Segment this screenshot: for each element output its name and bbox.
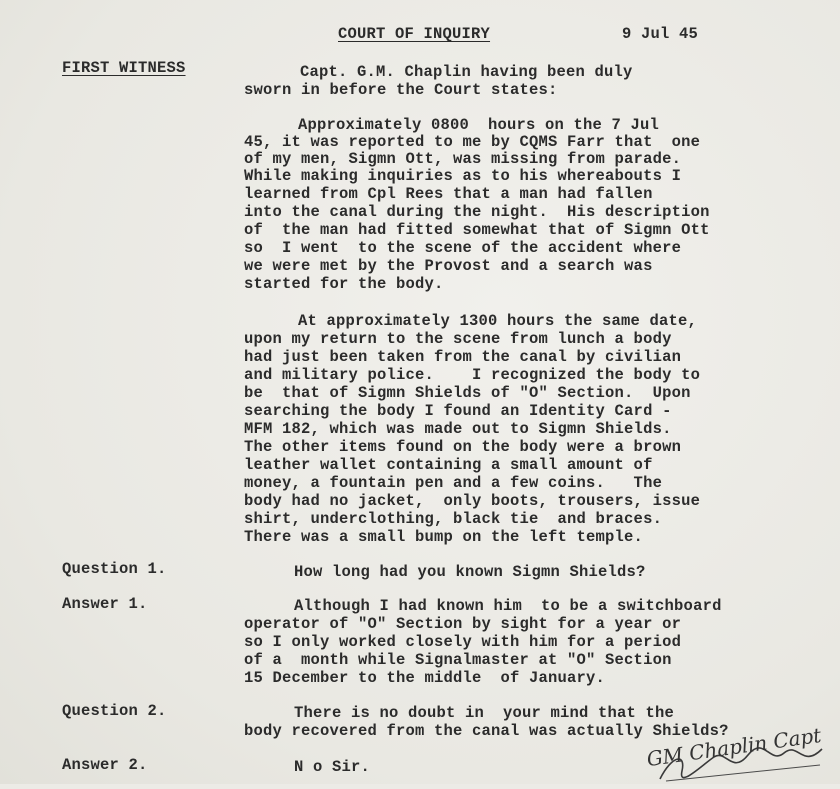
intro-line: sworn in before the Court states:	[244, 81, 558, 99]
para2-line: body had no jacket, only boots, trousers, issue	[244, 492, 701, 510]
signature	[645, 722, 832, 784]
para2-line: money, a fountain pen and a few coins. The	[244, 474, 663, 492]
question-label: Question 1.	[62, 560, 167, 578]
para2-line: and military police. I recognized the body to	[244, 366, 701, 384]
para1-line: of the man had fitted somewhat that of Sigmn Ott	[244, 221, 710, 239]
intro-line: Capt. G.M. Chaplin having been duly	[300, 63, 633, 81]
para2-line: leather wallet containing a small amount of	[244, 456, 653, 474]
para2-line: There was a small bump on the left temple.	[244, 528, 644, 546]
answer-text: of a month while Signalmaster at "O" Section	[244, 651, 672, 669]
para2-line: be that of Sigmn Shields of "O" Section. Upon	[244, 384, 691, 402]
para1-line: of my men, Sigmn Ott, was missing from parade.	[244, 150, 682, 168]
para2-line: upon my return to the scene from lunch a body	[244, 330, 672, 348]
para1-line: started for the body.	[244, 275, 444, 293]
answer-text: 15 December to the middle of January.	[244, 669, 606, 687]
para1-line: into the canal during the night. His description	[244, 203, 710, 221]
answer-text: so I only worked closely with him for a period	[244, 633, 682, 651]
document-title: COURT OF INQUIRY	[338, 25, 491, 43]
para2-line: shirt, underclothing, black tie and braces.	[244, 510, 663, 528]
answer-text: N o Sir.	[294, 758, 371, 776]
para1-line: Approximately 0800 hours on the 7 Jul	[298, 116, 660, 134]
question-text: There is no doubt in your mind that the	[294, 704, 675, 722]
question-text: body recovered from the canal was actually Shields?	[244, 722, 729, 740]
para2-line: The other items found on the body were a brown	[244, 438, 682, 456]
first-witness-label: FIRST WITNESS	[62, 59, 186, 77]
para1-line: we were met by the Provost and a search was	[244, 257, 653, 275]
para2-line: MFM 182, which was made out to Sigmn Shields.	[244, 420, 672, 438]
signature-text: GM Chaplin Capt	[645, 722, 823, 772]
question-label: Question 2.	[62, 702, 167, 720]
answer-label: Answer 2.	[62, 756, 148, 774]
para1-line: 45, it was reported to me by CQMS Farr that one	[244, 133, 701, 151]
answer-text: operator of "O" Section by sight for a year or	[244, 615, 682, 633]
para1-line: so I went to the scene of the accident where	[244, 239, 682, 257]
para2-line: At approximately 1300 hours the same date,	[298, 312, 698, 330]
question-text: How long had you known Sigmn Shields?	[294, 563, 646, 581]
para2-line: had just been taken from the canal by civilian	[244, 348, 682, 366]
document-date: 9 Jul 45	[622, 25, 699, 43]
answer-text: Although I had known him to be a switchboard	[294, 597, 722, 615]
para2-line: searching the body I found an Identity Card -	[244, 402, 672, 420]
answer-label: Answer 1.	[62, 595, 148, 613]
para1-line: While making inquiries as to his whereabouts I	[244, 167, 682, 185]
para1-line: learned from Cpl Rees that a man had fallen	[244, 185, 653, 203]
